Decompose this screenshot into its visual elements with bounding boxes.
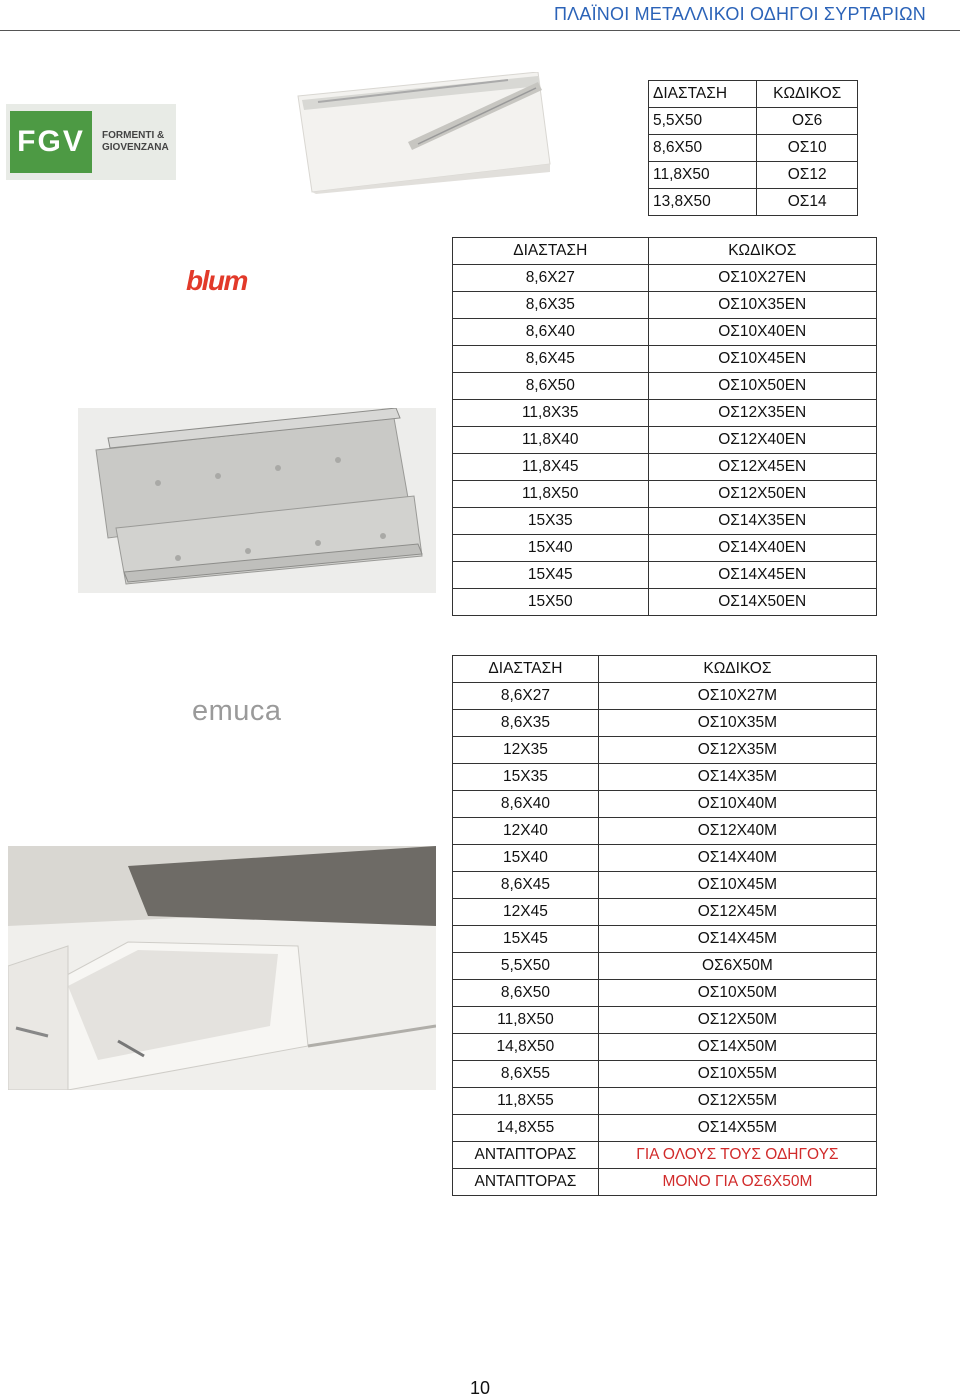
dimension-cell: 8,6Χ27 bbox=[453, 683, 599, 710]
table-row bbox=[453, 265, 877, 292]
dimension-cell: 8,6Χ27 bbox=[453, 265, 649, 292]
table-row bbox=[649, 135, 858, 162]
dimension-cell: 14,8Χ55 bbox=[453, 1115, 599, 1142]
dimension-cell: 12Χ45 bbox=[453, 899, 599, 926]
table-row bbox=[453, 292, 877, 319]
code-cell: ΟΣ14Χ50Μ bbox=[598, 1034, 876, 1061]
table-row bbox=[453, 535, 877, 562]
blum-spec-table bbox=[452, 237, 877, 616]
adapter-row bbox=[453, 1142, 877, 1169]
header-divider bbox=[0, 30, 960, 31]
blum-slide-photo bbox=[78, 408, 436, 593]
adapter-row bbox=[453, 1169, 877, 1196]
code-cell: ΟΣ10Χ50ΕΝ bbox=[648, 373, 876, 400]
dimension-cell: 15Χ40 bbox=[453, 535, 649, 562]
code-cell: ΟΣ10Χ35Μ bbox=[598, 710, 876, 737]
code-cell: ΟΣ14Χ35ΕΝ bbox=[648, 508, 876, 535]
code-cell: ΟΣ12Χ55Μ bbox=[598, 1088, 876, 1115]
table-row bbox=[649, 189, 858, 216]
code-cell: ΟΣ10Χ50Μ bbox=[598, 980, 876, 1007]
dimension-cell: 8,6Χ35 bbox=[453, 710, 599, 737]
table-row bbox=[649, 108, 858, 135]
dimension-cell: 15Χ40 bbox=[453, 845, 599, 872]
dimension-cell: 8,6Χ45 bbox=[453, 872, 599, 899]
table-row bbox=[453, 791, 877, 818]
code-cell: ΟΣ12 bbox=[757, 162, 858, 189]
code-cell: ΟΣ14Χ40Μ bbox=[598, 845, 876, 872]
emuca-logo: emuca bbox=[192, 695, 282, 727]
code-cell: ΟΣ14Χ55Μ bbox=[598, 1115, 876, 1142]
dimension-cell: 8,6Χ35 bbox=[453, 292, 649, 319]
table-row bbox=[453, 481, 877, 508]
code-cell: ΟΣ14Χ40ΕΝ bbox=[648, 535, 876, 562]
fgv-logo bbox=[6, 104, 176, 180]
header-dimension: ΔΙΑΣΤΑΣΗ bbox=[649, 81, 757, 108]
code-cell: ΟΣ10Χ27ΕΝ bbox=[648, 265, 876, 292]
header-dimension: ΔΙΑΣΤΑΣΗ bbox=[453, 656, 599, 683]
code-cell: ΟΣ10Χ40Μ bbox=[598, 791, 876, 818]
dimension-cell: 13,8Χ50 bbox=[649, 189, 757, 216]
table-row bbox=[453, 845, 877, 872]
table-row bbox=[453, 764, 877, 791]
code-cell: ΟΣ10Χ27Μ bbox=[598, 683, 876, 710]
table-header-row bbox=[453, 656, 877, 683]
table-row bbox=[453, 926, 877, 953]
table-row bbox=[453, 346, 877, 373]
code-cell: ΟΣ10Χ55Μ bbox=[598, 1061, 876, 1088]
header-code: ΚΩΔΙΚΟΣ bbox=[598, 656, 876, 683]
blum-logo: blum bbox=[186, 265, 247, 296]
page-title: ΠΛΑΪΝΟΙ ΜΕΤΑΛΛΙΚΟΙ ΟΔΗΓΟΙ ΣΥΡΤΑΡΙΩΝ bbox=[553, 4, 926, 24]
dimension-cell: 11,8Χ45 bbox=[453, 454, 649, 481]
code-cell: ΟΣ14Χ35Μ bbox=[598, 764, 876, 791]
dimension-cell: 8,6Χ50 bbox=[453, 980, 599, 1007]
fgv-logo-mark: FGV bbox=[10, 111, 92, 173]
dimension-cell: 11,8Χ55 bbox=[453, 1088, 599, 1115]
dimension-cell: 8,6Χ50 bbox=[453, 373, 649, 400]
table-row bbox=[453, 427, 877, 454]
dimension-cell: 8,6Χ40 bbox=[453, 319, 649, 346]
table-row bbox=[453, 373, 877, 400]
dimension-cell: 12Χ35 bbox=[453, 737, 599, 764]
table-row bbox=[453, 980, 877, 1007]
table-row bbox=[453, 400, 877, 427]
emuca-drawer-photo bbox=[8, 846, 436, 1090]
code-cell: ΟΣ12Χ40Μ bbox=[598, 818, 876, 845]
code-cell: ΟΣ12Χ50Μ bbox=[598, 1007, 876, 1034]
dimension-cell: 8,6Χ55 bbox=[453, 1061, 599, 1088]
dimension-cell: 11,8Χ40 bbox=[453, 427, 649, 454]
code-cell: ΟΣ12Χ45ΕΝ bbox=[648, 454, 876, 481]
dimension-cell: 11,8Χ50 bbox=[453, 1007, 599, 1034]
table-row bbox=[453, 1034, 877, 1061]
fgv-spec-table bbox=[648, 80, 858, 216]
table-row bbox=[453, 953, 877, 980]
dimension-cell: 8,6Χ50 bbox=[649, 135, 757, 162]
table-row bbox=[453, 589, 877, 616]
table-row bbox=[453, 899, 877, 926]
table-row bbox=[453, 872, 877, 899]
code-cell: ΟΣ12Χ35Μ bbox=[598, 737, 876, 764]
table-row bbox=[453, 562, 877, 589]
table-row bbox=[453, 1088, 877, 1115]
dimension-cell: 14,8Χ50 bbox=[453, 1034, 599, 1061]
header-code: ΚΩΔΙΚΟΣ bbox=[757, 81, 858, 108]
dimension-cell: 11,8Χ50 bbox=[453, 481, 649, 508]
dimension-cell: 11,8Χ50 bbox=[649, 162, 757, 189]
dimension-cell: 15Χ35 bbox=[453, 508, 649, 535]
table-row bbox=[453, 1007, 877, 1034]
fgv-slide-photo bbox=[288, 72, 560, 194]
dimension-cell: 8,6Χ45 bbox=[453, 346, 649, 373]
table-row bbox=[453, 508, 877, 535]
table-row bbox=[453, 1061, 877, 1088]
table-row bbox=[453, 319, 877, 346]
code-cell: ΟΣ6Χ50Μ bbox=[598, 953, 876, 980]
dimension-cell: 15Χ35 bbox=[453, 764, 599, 791]
page-number: 10 bbox=[469, 1378, 491, 1398]
emuca-spec-table bbox=[452, 655, 877, 1196]
code-cell: ΟΣ10Χ45Μ bbox=[598, 872, 876, 899]
adapter-note-cell: ΜΟΝΟ ΓΙΑ ΟΣ6Χ50Μ bbox=[598, 1169, 876, 1196]
code-cell: ΟΣ12Χ40ΕΝ bbox=[648, 427, 876, 454]
dimension-cell: 5,5Χ50 bbox=[453, 953, 599, 980]
code-cell: ΟΣ10Χ40ΕΝ bbox=[648, 319, 876, 346]
adapter-label-cell: ΑΝΤΑΠΤΟΡΑΣ bbox=[453, 1169, 599, 1196]
table-row bbox=[649, 162, 858, 189]
dimension-cell: 15Χ45 bbox=[453, 926, 599, 953]
code-cell: ΟΣ14Χ45Μ bbox=[598, 926, 876, 953]
dimension-cell: 15Χ50 bbox=[453, 589, 649, 616]
dimension-cell: 8,6Χ40 bbox=[453, 791, 599, 818]
table-row bbox=[453, 737, 877, 764]
header-dimension: ΔΙΑΣΤΑΣΗ bbox=[453, 238, 649, 265]
code-cell: ΟΣ12Χ35ΕΝ bbox=[648, 400, 876, 427]
dimension-cell: 11,8Χ35 bbox=[453, 400, 649, 427]
code-cell: ΟΣ6 bbox=[757, 108, 858, 135]
adapter-note-cell: ΓΙΑ ΟΛΟΥΣ ΤΟΥΣ ΟΔΗΓΟΥΣ bbox=[598, 1142, 876, 1169]
header-code: ΚΩΔΙΚΟΣ bbox=[648, 238, 876, 265]
code-cell: ΟΣ10Χ35ΕΝ bbox=[648, 292, 876, 319]
fgv-logo-text: FORMENTI & GIOVENZANA bbox=[102, 130, 169, 153]
adapter-label-cell: ΑΝΤΑΠΤΟΡΑΣ bbox=[453, 1142, 599, 1169]
table-row bbox=[453, 818, 877, 845]
dimension-cell: 15Χ45 bbox=[453, 562, 649, 589]
table-row bbox=[453, 1115, 877, 1142]
code-cell: ΟΣ14Χ45ΕΝ bbox=[648, 562, 876, 589]
code-cell: ΟΣ14Χ50ΕΝ bbox=[648, 589, 876, 616]
table-header-row bbox=[453, 238, 877, 265]
code-cell: ΟΣ14 bbox=[757, 189, 858, 216]
table-row bbox=[453, 683, 877, 710]
code-cell: ΟΣ12Χ45Μ bbox=[598, 899, 876, 926]
table-row bbox=[453, 454, 877, 481]
table-header-row bbox=[649, 81, 858, 108]
table-row bbox=[453, 710, 877, 737]
code-cell: ΟΣ10Χ45ΕΝ bbox=[648, 346, 876, 373]
dimension-cell: 5,5Χ50 bbox=[649, 108, 757, 135]
dimension-cell: 12Χ40 bbox=[453, 818, 599, 845]
code-cell: ΟΣ12Χ50ΕΝ bbox=[648, 481, 876, 508]
code-cell: ΟΣ10 bbox=[757, 135, 858, 162]
